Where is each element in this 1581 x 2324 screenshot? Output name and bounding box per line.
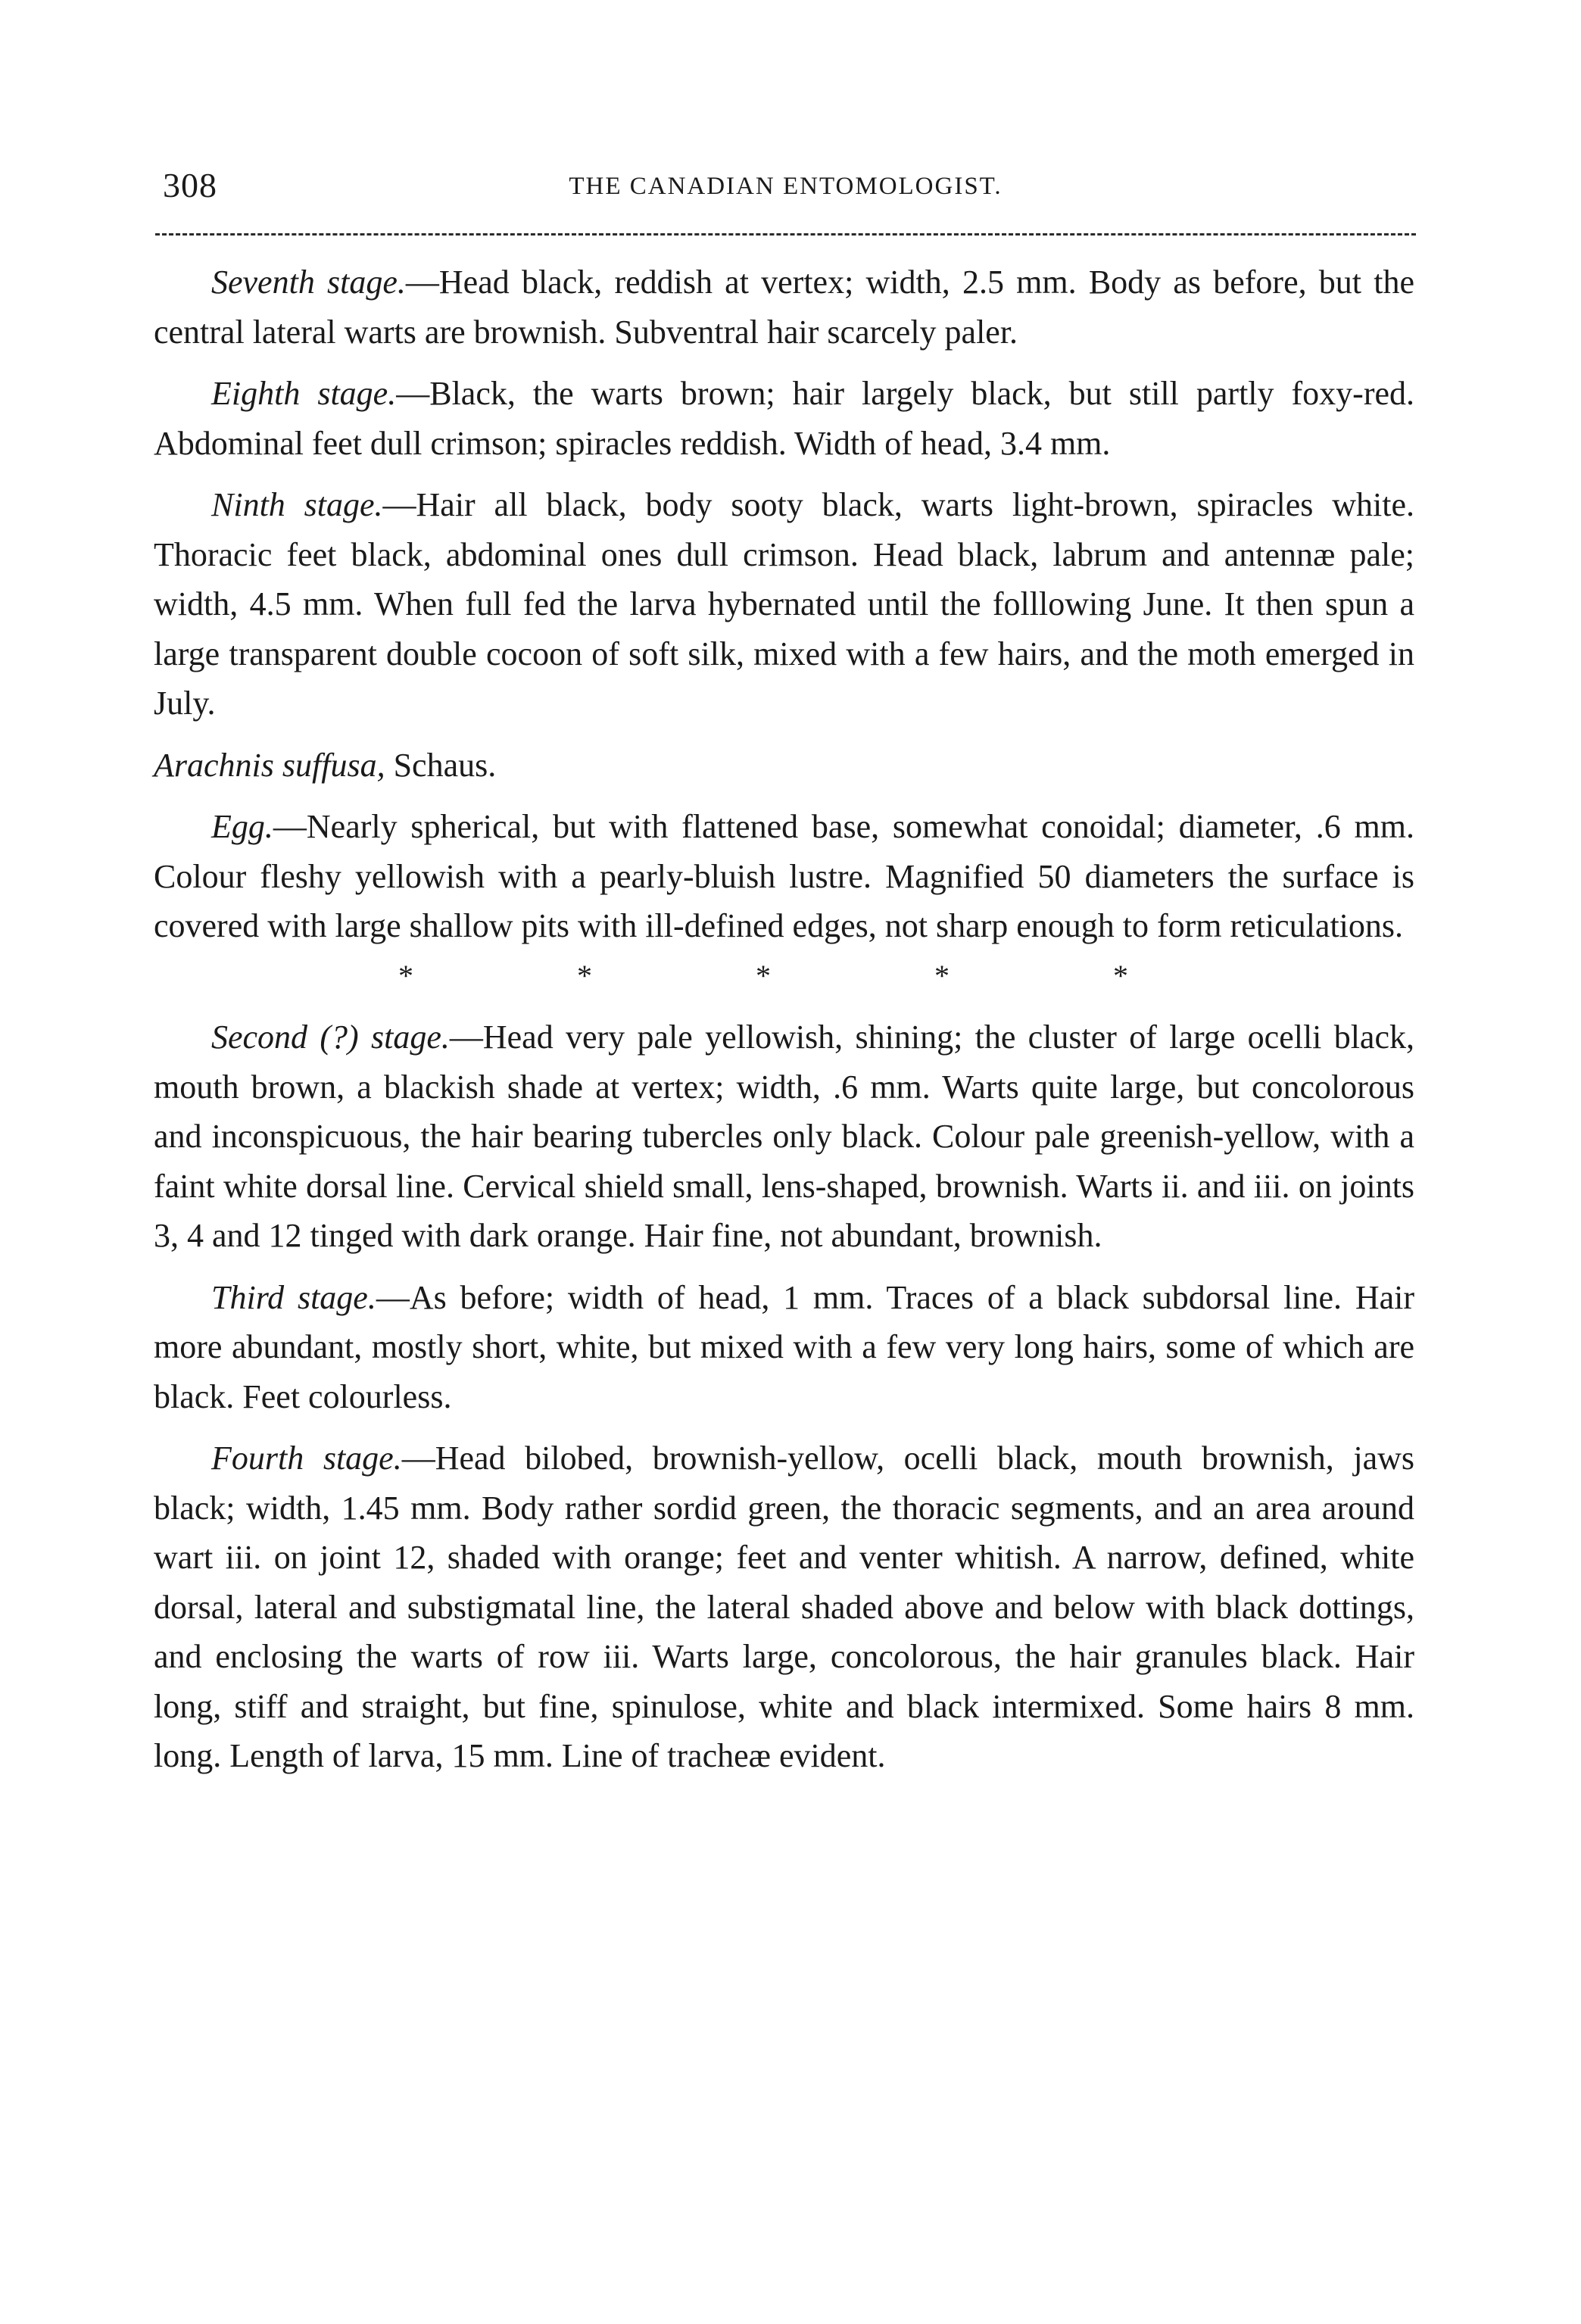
page-header (163, 165, 1408, 211)
stage-label: Third stage. (211, 1278, 376, 1316)
body-text (154, 257, 1414, 1781)
stage-label: Second (?) stage. (211, 1019, 450, 1056)
asterisk: * (934, 958, 950, 993)
paragraph-egg (154, 802, 1414, 951)
paragraph-eighth-stage (154, 369, 1414, 468)
species-author: Schaus. (385, 746, 497, 784)
paragraph-third-stage (154, 1273, 1414, 1422)
paragraph-seventh-stage (154, 257, 1414, 357)
asterisk: * (1113, 958, 1128, 993)
stage-label: Seventh stage. (211, 264, 406, 301)
stage-label: Ninth stage. (211, 486, 383, 523)
header-rule (155, 233, 1416, 236)
species-name: Arachnis suffusa, (154, 746, 385, 784)
paragraph-ninth-stage (154, 480, 1414, 728)
asterisk: * (756, 958, 771, 993)
species-heading (154, 741, 1414, 791)
paragraph-fourth-stage (154, 1433, 1414, 1781)
paragraph-text: —As before; width of head, 1 mm. Traces of a black subdorsal line. Hair more abundant, mostly short, white, but mixed with a few very long hairs, some of which are black. Feet colourless. (154, 1278, 1415, 1415)
stage-label: Egg. (211, 808, 273, 845)
paragraph-text: —Hair all black, body sooty black, warts light-brown, spiracles white. Thoracic feet black, abdominal ones dull crimson. Head black, labrum and antennæ pale; width, 4.5 mm. When full fed the larva hybernated until the folllowing June. It then spun a large transparent double cocoon of soft silk, mixed with a few hairs, and the moth emerged in July. (154, 486, 1414, 722)
paragraph-text: —Head very pale yellowish, shining; the cluster of large ocelli black, mouth brown, a blackish shade at vertex; width, .6 mm. Warts quite large, but concolorous and inconspicuous, the hair bearing tubercles only black. Colour pale greenish-yellow, with a faint white dorsal line. Cervical shield small, lens-shaped, brownish. Warts ii. and iii. on joints 3, 4 and 12 tinged with dark orange. Hair fine, not abundant, brownish. (154, 1019, 1414, 1254)
paragraph-text: —Black, the warts brown; hair largely black, but still partly foxy-red. Abdominal feet dull crimson; spiracles reddish. Width of head, 3.4 mm. (154, 375, 1415, 462)
paragraph-second-stage (154, 1012, 1414, 1261)
running-head: THE CANADIAN ENTOMOLOGIST. (569, 173, 1003, 200)
stage-label: Eighth stage. (211, 375, 397, 412)
asterisk: * (398, 958, 413, 993)
stage-label: Fourth stage. (211, 1440, 402, 1477)
page-number: 308 (163, 166, 217, 204)
asterisk: * (577, 958, 592, 993)
paragraph-text: —Nearly spherical, but with flattened base, somewhat conoidal; diameter, .6 mm. Colour fleshy yellowish with a pearly-bluish lustre. Magnified 50 diameters the surface is covered with large shallow pits with ill-defined edges, not sharp enough to form reticulations. (154, 808, 1414, 944)
paragraph-text: —Head bilobed, brownish-yellow, ocelli black, mouth brownish, jaws black; width, 1.45 mm. Body rather sordid green, the thoracic segments, and an area around wart iii. on joint 12, shaded with orange; feet and venter whitish. A narrow, defined, white dorsal, lateral and substigmatal line, the lateral shaded above and below with black dottings, and enclosing the warts of row iii. Warts large, concolorous, the hair granules black. Hair long, stiff and straight, but fine, spinulose, white and black intermixed. Some hairs 8 mm. long. Length of larva, 15 mm. Line of tracheæ evident. (154, 1440, 1414, 1774)
asterisk-separator (154, 951, 1414, 1001)
paragraph-text: —Head black, reddish at vertex; width, 2.5 mm. Body as before, but the central lateral warts are brownish. Subventral hair scarcely paler. (154, 264, 1414, 351)
